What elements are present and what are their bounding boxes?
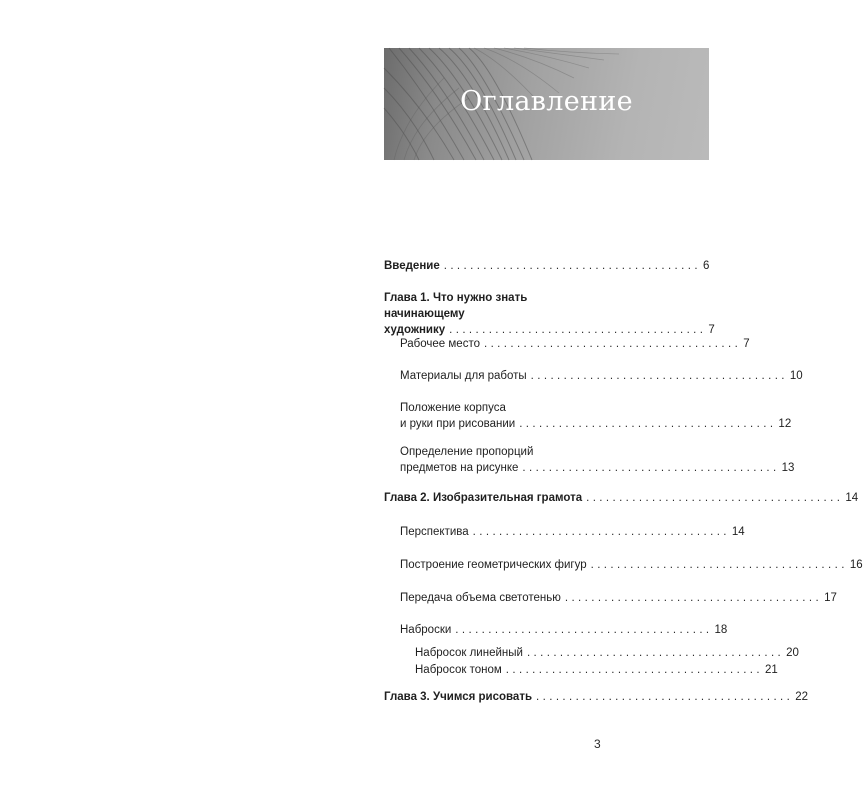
toc-entry-title: Перспектива [400, 526, 469, 538]
toc-entry-page: 13 [781, 462, 795, 474]
toc-leader-dots: ....................................... [530, 370, 788, 382]
toc-entry-page: 12 [778, 418, 792, 430]
toc-entry-chapter-3 [384, 689, 809, 705]
toc-entry-page: 14 [731, 526, 745, 538]
toc-entry-perspective [400, 524, 745, 540]
toc-leader-dots: ....................................... [519, 418, 777, 430]
toc-entry-title: Набросок тоном [415, 664, 502, 676]
toc-entry-title-line1: Определение пропорций [400, 446, 534, 458]
toc-leader-dots: ....................................... [449, 324, 707, 336]
toc-entry-materials [400, 368, 803, 384]
toc-entry-title: Построение геометрических фигур [400, 559, 587, 571]
toc-entry-title-line2: предметов на рисунке [400, 462, 519, 474]
toc-leader-dots: ....................................... [505, 664, 763, 676]
toc-leader-dots: ....................................... [455, 624, 713, 636]
page-title: Оглавление [460, 86, 633, 117]
toc-entry-page: 17 [824, 592, 837, 604]
toc-entry-title: Рабочее место [400, 338, 480, 350]
toc-leader-dots: ....................................... [443, 260, 701, 272]
toc-entry-body-position [400, 400, 792, 432]
toc-entry-page: 6 [702, 260, 710, 272]
toc-entry-proportions [400, 444, 795, 476]
toc-entry-title: Наброски [400, 624, 452, 636]
toc-entry-title-line1: Положение корпуса [400, 402, 506, 414]
toc-entry-title-line1: Глава 1. Что нужно знать начинающему [384, 292, 528, 320]
toc-entry-introduction [384, 258, 710, 274]
toc-entry-chapter-2 [384, 490, 859, 506]
toc-leader-dots: ....................................... [536, 691, 794, 703]
toc-entry-page: 7 [743, 338, 750, 350]
toc-entry-title-line2: и руки при рисовании [400, 418, 516, 430]
title-banner [384, 48, 709, 160]
toc-entry-title: Материалы для работы [400, 370, 527, 382]
toc-leader-dots: ....................................... [483, 338, 742, 350]
toc-entry-title: Глава 3. Учимся рисовать [384, 691, 533, 703]
toc-entry-tonal-sketch [415, 662, 778, 678]
toc-entry-page: 21 [765, 664, 778, 676]
toc-leader-dots: ....................................... [472, 526, 730, 538]
toc-leader-dots: ....................................... [564, 592, 823, 604]
toc-entry-geometric-figures [400, 557, 863, 573]
toc-leader-dots: ....................................... [586, 492, 844, 504]
toc-entry-page: 22 [795, 691, 809, 703]
toc-entry-page: 20 [786, 647, 799, 659]
toc-leader-dots: ....................................... [590, 559, 848, 571]
toc-entry-title-line2: художнику [384, 324, 446, 336]
toc-entry-title: Введение [384, 260, 440, 272]
toc-entry-title: Набросок линейный [415, 647, 523, 659]
toc-entry-page: 18 [714, 624, 728, 636]
toc-leader-dots: ....................................... [522, 462, 780, 474]
toc-entry-chiaroscuro [400, 590, 837, 606]
toc-entry-page: 16 [849, 559, 863, 571]
page-number: 3 [594, 737, 601, 751]
toc-entry-title: Глава 2. Изобразительная грамота [384, 492, 583, 504]
toc-entry-chapter-1 [384, 290, 715, 338]
toc-entry-workplace [400, 336, 750, 352]
toc-entry-page: 7 [708, 324, 715, 336]
toc-entry-sketches [400, 622, 728, 638]
toc-entry-page: 14 [845, 492, 859, 504]
toc-entry-linear-sketch [415, 645, 799, 661]
toc-entry-title: Передача объема светотенью [400, 592, 561, 604]
toc-entry-page: 10 [789, 370, 803, 382]
toc-leader-dots: ....................................... [526, 647, 785, 659]
